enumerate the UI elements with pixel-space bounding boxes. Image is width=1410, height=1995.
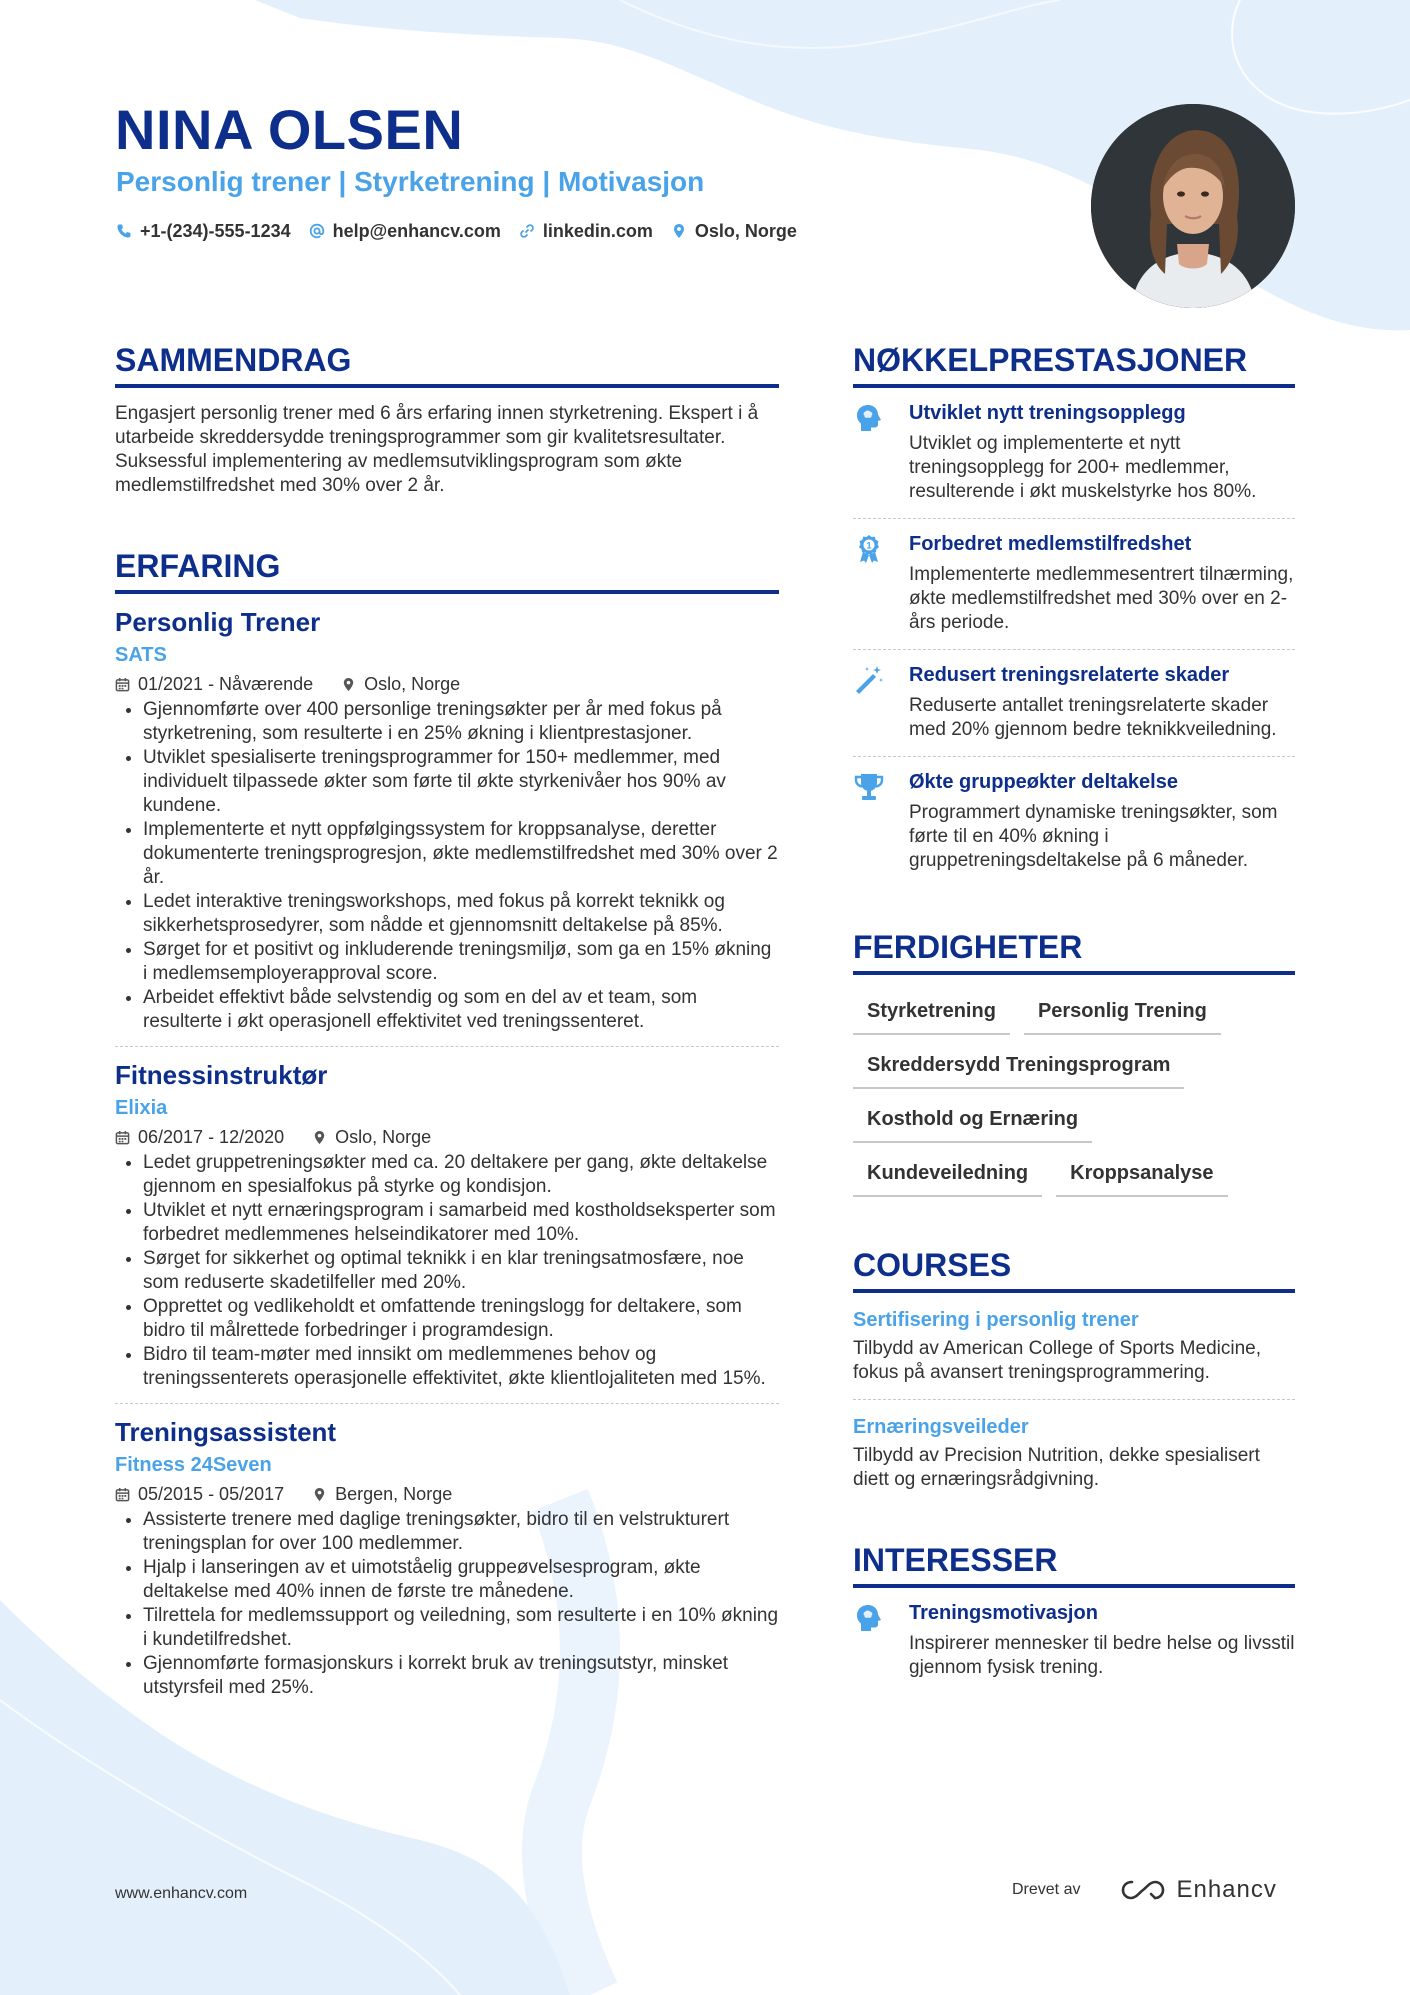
course-title: Sertifisering i personlig trener xyxy=(853,1309,1139,1331)
skill-tag: Styrketrening xyxy=(853,997,1010,1035)
job-bullet: • Assisterte trenere med daglige treningsøkter, bidro til en velstrukturert treningsplan for over 100 medlemmer. xyxy=(143,1508,779,1556)
job-dates-text: 06/2017 - 12/2020 xyxy=(138,1127,285,1147)
skills-list xyxy=(853,997,1295,1197)
job-bullet: • Arbeidet effektivt både selvstendig og som en del av et team, som resulterte i økt operasjonell effektivitet ved treningssenteret. xyxy=(143,986,779,1034)
achievement-desc: Utviklet og implementerte et nytt treningsopplegg for 200+ medlemmer, resulterende i økt muskelstyrke hos 80%. xyxy=(909,433,1257,502)
job-company: Elixia xyxy=(115,1097,168,1119)
achievement-title: Redusert treningsrelaterte skader xyxy=(909,664,1230,686)
course-item xyxy=(853,1400,1295,1492)
job-entry xyxy=(115,1059,779,1391)
job-company: SATS xyxy=(115,644,167,666)
achievement-title: Utviklet nytt treningsopplegg xyxy=(909,402,1186,424)
achievement-title: Forbedret medlemstilfredshet xyxy=(909,533,1192,555)
trophy-icon xyxy=(853,771,885,803)
calendar-icon xyxy=(115,1130,130,1145)
job-bullet: • Ledet gruppetreningsøkter med ca. 20 deltakere per gang, økte deltakelse gjennom en spesialfokus på styrke og kondisjon. xyxy=(143,1151,779,1199)
interest-title: Treningsmotivasjon xyxy=(909,1602,1098,1624)
skill-tag: Personlig Trening xyxy=(1024,997,1221,1035)
job-location xyxy=(341,672,460,696)
job-location-text: Bergen, Norge xyxy=(335,1484,453,1504)
courses-section xyxy=(853,1245,1295,1492)
medal-icon xyxy=(853,533,885,565)
divider xyxy=(115,1046,779,1047)
job-bullet: • Sørget for sikkerhet og optimal teknikk i en klar treningsatmosfære, noe som reduserte skadetilfeller med 20%. xyxy=(143,1247,779,1295)
job-bullet: • Utviklet et nytt ernæringsprogram i samarbeid med kostholdseksperter som forbedret medlemmenes helseindikatorer med 10%. xyxy=(143,1199,779,1247)
course-title: Ernæringsveileder xyxy=(853,1416,1029,1438)
tagline: Personlig trener | Styrketrening | Motivasjon xyxy=(116,166,705,197)
job-bullet: • Gjennomførte over 400 personlige treningsøkter per år med fokus på styrketrening, som resulterte i en 25% økning i klientprestasjoner. xyxy=(143,698,779,746)
interests-section xyxy=(853,1540,1295,1694)
contact-location xyxy=(671,218,797,244)
job-location xyxy=(312,1482,452,1506)
achievement-item xyxy=(853,650,1295,757)
calendar-icon xyxy=(115,677,130,692)
footer-branding xyxy=(1012,1876,1277,1904)
skills-section xyxy=(853,927,1295,1197)
skill-tag: Kundeveiledning xyxy=(853,1159,1042,1197)
right-column xyxy=(853,340,1295,1694)
course-desc: Tilbydd av Precision Nutrition, dekke spesialisert diett og ernæringsrådgivning. xyxy=(853,1445,1260,1490)
left-column xyxy=(115,340,779,1700)
skill-tag: Kroppsanalyse xyxy=(1056,1159,1227,1197)
job-bullets xyxy=(115,698,779,1034)
job-bullets xyxy=(115,1151,779,1391)
achievement-desc: Implementerte medlemmesentrert tilnærming, økte medlemstilfredshet med 30% over en 2-års periode. xyxy=(909,564,1294,633)
summary-section xyxy=(115,340,779,498)
achievement-desc: Reduserte antallet treningsrelaterte skader med 20% gjennom bedre teknikkveiledning. xyxy=(909,695,1277,740)
contact-phone[interactable] xyxy=(116,218,291,244)
contact-phone-text: +1-(234)-555-1234 xyxy=(140,221,291,241)
job-bullet: • Tilrettela for medlemssupport og veiledning, som resulterte i en 10% økning i kundetilfredshet. xyxy=(143,1604,779,1652)
job-location-text: Oslo, Norge xyxy=(335,1127,432,1147)
course-desc: Tilbydd av American College of Sports Medicine, fokus på avansert treningsprogrammering. xyxy=(853,1338,1261,1383)
job-title: Treningsassistent xyxy=(115,1417,337,1447)
divider xyxy=(115,1403,779,1404)
job-bullet: • Ledet interaktive treningsworkshops, med fokus på korrekt teknikk og sikkerhetsprosedyrer, som nådde et gjennomsnitt deltakelse på 85%. xyxy=(143,890,779,938)
link-icon xyxy=(519,223,535,239)
job-title: Personlig Trener xyxy=(115,607,321,637)
job-meta xyxy=(115,1125,779,1149)
job-bullet: • Bidro til team-møter med innsikt om medlemmenes behov og treningssenterets operasjonelle effektivitet, økte klientlojaliteten med 15%. xyxy=(143,1343,779,1391)
contact-linkedin-text: linkedin.com xyxy=(542,221,653,241)
candidate-name: NINA OLSEN xyxy=(115,98,464,161)
courses-title: COURSES xyxy=(853,1245,1295,1293)
experience-section xyxy=(115,546,779,1700)
magic-wand-icon xyxy=(853,664,885,696)
head-icon xyxy=(853,402,885,434)
achievement-item xyxy=(853,757,1295,887)
svg-text:1: 1 xyxy=(866,540,872,551)
calendar-icon xyxy=(115,1487,130,1502)
achievement-title: Økte gruppeøkter deltakelse xyxy=(909,771,1178,793)
job-bullet: • Opprettet og vedlikeholdt et omfattende treningslogg for deltakere, som bidro til målrettede forbedringer i programdesign. xyxy=(143,1295,779,1343)
summary-text: Engasjert personlig trener med 6 års erfaring innen styrketrening. Ekspert i å utarbeide skreddersydde treningsprogrammer som gir kvalitetsresultater. Suksessful implementering av medlemsutviklingsprogram som økte medlemstilfredshet med 30% over 2 år. xyxy=(115,403,759,496)
job-bullets xyxy=(115,1508,779,1700)
achievements-section xyxy=(853,340,1295,887)
location-icon xyxy=(671,223,687,239)
job-dates xyxy=(115,1482,284,1506)
summary-title: SAMMENDRAG xyxy=(115,340,779,388)
at-icon xyxy=(309,223,325,239)
powered-by-text: Drevet av xyxy=(1012,1881,1081,1898)
skill-tag: Kosthold og Ernæring xyxy=(853,1105,1092,1143)
course-item xyxy=(853,1293,1295,1400)
job-bullet: • Utviklet spesialiserte treningsprogrammer for 150+ medlemmer, med individuelt tilpassede økter som førte til økte styrkenivåer hos 90% av kundene. xyxy=(143,746,779,818)
job-location xyxy=(312,1125,431,1149)
enhancv-logo[interactable] xyxy=(1120,1876,1276,1904)
contact-email-text: help@enhancv.com xyxy=(332,221,501,241)
job-dates-text: 05/2015 - 05/2017 xyxy=(138,1484,285,1504)
footer-website[interactable]: www.enhancv.com xyxy=(115,1885,248,1902)
profile-photo xyxy=(1091,104,1295,308)
job-location-text: Oslo, Norge xyxy=(364,674,461,694)
location-icon xyxy=(312,1130,327,1145)
location-icon xyxy=(312,1487,327,1502)
job-bullet: • Sørget for et positivt og inkluderende treningsmiljø, som ga en 15% økning i medlemsemployerapproval score. xyxy=(143,938,779,986)
job-company: Fitness 24Seven xyxy=(115,1454,272,1476)
achievements-title: NØKKELPRESTASJONER xyxy=(853,340,1295,388)
enhancv-logo-icon xyxy=(1120,1878,1166,1902)
achievement-item xyxy=(853,519,1295,650)
contact-email[interactable] xyxy=(309,218,501,244)
job-meta xyxy=(115,1482,779,1506)
job-meta xyxy=(115,672,779,696)
brand-name: Enhancv xyxy=(1176,1876,1277,1903)
skill-tag: Skreddersydd Treningsprogram xyxy=(853,1051,1184,1089)
phone-icon xyxy=(116,223,132,239)
achievement-item xyxy=(853,388,1295,519)
experience-title: ERFARING xyxy=(115,546,779,594)
job-bullet: • Implementerte et nytt oppfølgingssystem for kroppsanalyse, deretter dokumenterte treningsprogresjon, økte medlemstilfredshet med 30% over 2 år. xyxy=(143,818,779,890)
contact-linkedin[interactable] xyxy=(519,218,653,244)
location-icon xyxy=(341,677,356,692)
job-bullet: • Hjalp i lanseringen av et uimotståelig gruppeøvelsesprogram, økte deltakelse med 40% innen de første tre månedene. xyxy=(143,1556,779,1604)
interest-item xyxy=(853,1588,1295,1694)
portrait-image xyxy=(1091,104,1295,308)
job-dates-text: 01/2021 - Nåværende xyxy=(138,674,314,694)
job-dates xyxy=(115,672,313,696)
job-entry xyxy=(115,606,779,1034)
job-title: Fitnessinstruktør xyxy=(115,1060,328,1090)
contact-list xyxy=(116,218,797,244)
skills-title: FERDIGHETER xyxy=(853,927,1295,975)
job-bullet: • Gjennomførte formasjonskurs i korrekt bruk av treningsutstyr, minsket utstyrsfeil med 25%. xyxy=(143,1652,779,1700)
interest-desc: Inspirerer mennesker til bedre helse og livsstil gjennom fysisk trening. xyxy=(909,1633,1295,1678)
interests-title: INTERESSER xyxy=(853,1540,1295,1588)
job-entry xyxy=(115,1416,779,1700)
contact-location-text: Oslo, Norge xyxy=(694,221,797,241)
head-icon xyxy=(853,1602,885,1634)
achievement-desc: Programmert dynamiske treningsøkter, som førte til en 40% økning i gruppetreningsdeltakelse på 6 måneder. xyxy=(909,802,1278,871)
job-dates xyxy=(115,1125,284,1149)
